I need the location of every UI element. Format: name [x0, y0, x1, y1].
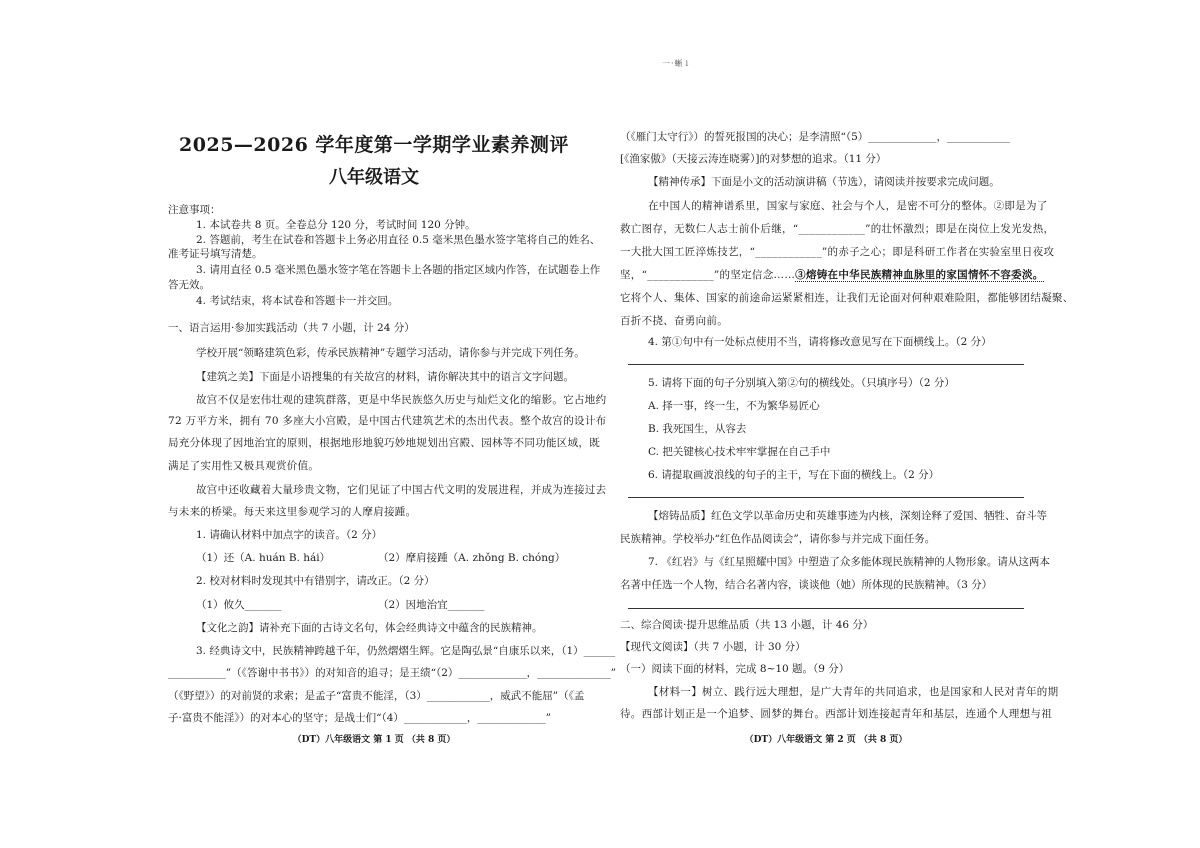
section-heading: 二、综合阅读·提升思维品质（共 13 小题，计 46 分）: [620, 619, 874, 631]
question-3-line: ___________”（《答谢中书书》）的对知音的追寻；是王绩“（2）_____________，______________”: [168, 667, 617, 679]
notice-item: 1. 本试卷共 8 页。全卷总分 120 分，考试时间 120 分钟。: [196, 219, 476, 231]
question-3-line: 子·富贵不能淫》）的对本心的坚守；是战士们“（4）____________，_____________”: [168, 712, 552, 724]
material-line: 待。西部计划正是一个追梦、圆梦的舞台。西部计划连接起青年和基层，连通个人理想与祖: [620, 708, 1052, 720]
question-3: 3. 经典诗文中，民族精神跨越千年，仍然熠熠生辉。它是陶弘景“自康乐以来，（1）______: [196, 645, 616, 657]
speech-line: 它将个人、集体、国家的前途命运紧紧相连，让我们无论面对何种艰难险阻，都能够团结凝聚、: [620, 292, 1074, 304]
notice-item-cont: 答无效。: [168, 279, 210, 291]
subsection-quality: 【熔铸品质】红色文学以革命历史和英雄事迹为内核，深刻诠释了爱国、牺牲、奋斗等: [648, 510, 1047, 522]
subsection-culture: 【文化之韵】请补充下面的古诗文名句，体会经典诗文中蕴含的民族精神。: [196, 622, 543, 634]
exam-subtitle: 八年级语文: [329, 167, 419, 188]
page-footer: （DT）八年级语文 第 2 页 （共 8 页）: [744, 735, 908, 745]
speech-line: [620, 268, 1044, 282]
material-line: 【材料一】树立、践行远大理想，是广大青年的共同追求，也是国家和人民对青年的期: [648, 686, 1059, 698]
section-heading: 一、语言运用·参加实践活动（共 7 小题，计 24 分）: [168, 322, 415, 334]
notice-item-cont: 准考证号填写清楚。: [168, 248, 263, 260]
question-5: 5. 请将下面的句子分别填入第②句的横线处。（只填序号）（2 分）: [648, 377, 955, 389]
notice-item: 2. 答题前，考生在试卷和答题卡上务必用直径 0.5 毫米黑色墨水签字笔将自己的姓名、: [196, 234, 601, 246]
right-page: [620, 0, 1074, 848]
notice-item: 3. 请用直径 0.5 毫米黑色墨水签字笔在答题卡上各题的指定区域内作答，在试题卷上作: [196, 264, 601, 276]
speech-line: 救亡图存，无数仁人志士前仆后继，“____________”的壮怀激烈；即是在岗位上发光发热，: [620, 223, 1055, 235]
passage-line: 72 万平方米，拥有 70 多座大小宫殿，是中国古代建筑艺术的杰出代表。整个故宫的设计布: [168, 415, 607, 427]
subsection-spirit: 【精神传承】下面是小文的活动演讲稿（节选），请阅读并按要求完成问题。: [648, 176, 1000, 188]
question-1: 1. 请确认材料中加点字的读音。（2 分）: [196, 529, 383, 541]
subsection-architecture: 【建筑之美】下面是小语搜集的有关故宫的材料，请你解决其中的语言文字问题。: [196, 371, 574, 383]
question-1-option: （2）摩肩接踵（A. zhǒng B. chóng）: [378, 552, 566, 564]
question-4: 4. 第①句中有一处标点使用不当，请将修改意见写在下面横线上。（2 分）: [648, 336, 992, 348]
left-page: [168, 0, 617, 848]
passage-line: 局充分体现了因地治宜的原则，根据地形地貌巧妙地规划出宫殿、园林等不同功能区域，既: [168, 437, 600, 449]
question-2-blank: （1）攸久_______: [196, 599, 282, 611]
answer-line[interactable]: [628, 364, 1024, 365]
question-6: 6. 请提取画波浪线的句子的主干，写在下面的横线上。（2 分）: [648, 469, 940, 481]
top-mark: 一·蜥↓: [662, 59, 692, 68]
speech-line: 在中国人的精神谱系里，国家与家庭、社会与个人，是密不可分的整体。②即是为了: [648, 200, 1048, 212]
reading-intro: （一）阅读下面的材料，完成 8~10 题。（9 分）: [620, 663, 850, 675]
question-1-option: （1）还（A. huán B. hái）: [196, 552, 331, 564]
speech-fragment: 坚，“____________”的坚定信念……: [620, 269, 796, 281]
question-3-cont: （《雁门太守行》）的誓死报国的决心；是李清照“（5）_____________，____________: [620, 131, 1011, 143]
option-a: A. 择一事，终一生，不为繁华易匠心: [648, 400, 820, 412]
passage-line: 故宫不仅是宏伟壮观的建筑群落，更是中华民族悠久历史与灿烂文化的缩影。它占地约: [196, 394, 607, 406]
question-7-cont: 名著中任选一个人物，结合名著内容，谈谈他（她）所体现的民族精神。（3 分）: [620, 579, 993, 591]
notice-item: 4. 考试结束，将本试卷和答题卡一并交回。: [196, 295, 399, 307]
page-footer: （DT）八年级语文 第 1 页 （共 8 页）: [292, 735, 456, 745]
answer-line[interactable]: [628, 608, 1024, 609]
subsection-modern: 【现代文阅读】（共 7 小题，计 30 分）: [620, 641, 806, 653]
passage-line: 满足了实用性又极具观赏价值。: [168, 460, 320, 472]
wavy-sentence: ③熔铸在中华民族精神血脉里的家国情怀不容委淡。: [795, 269, 1044, 281]
question-2: 2. 校对材料时发现其中有错别字，请改正。（2 分）: [196, 575, 435, 587]
notice-heading: 注意事项：: [168, 204, 221, 216]
question-3-line: （《野望》）的对前贤的求索；是孟子“富贵不能淫，（3）____________，威武不能屈”（《孟: [168, 690, 585, 702]
question-3-cont: [《渔家傲》（天接云涛连晓雾）]的对梦想的追求。（11 分）: [620, 153, 887, 165]
passage-line: 与未来的桥梁。每天来这里参观学习的人摩肩接踵。: [168, 506, 417, 518]
question-7: 7. 《红岩》与《红星照耀中国》中塑造了众多能体现民族精神的人物形象。请从这两本: [648, 556, 1050, 568]
question-2-blank: （2）因地治宜_______: [378, 599, 485, 611]
speech-line: 一大批大国工匠淬炼技艺，“____________”的赤子之心；即是科研工作者在实验室里日夜攻: [620, 246, 1055, 258]
exam-title: 2025—2026 学年度第一学期学业素养测评: [179, 134, 569, 156]
task-intro: 学校开展“领略建筑色彩，传承民族精神”专题学习活动，请你参与并完成下列任务。: [196, 347, 585, 359]
option-b: B. 我死国生，从容去: [648, 423, 747, 435]
answer-line[interactable]: [628, 497, 1024, 498]
passage-line: 故宫中还收藏着大量珍贵文物，它们见证了中国古代文明的发展进程，并成为连接过去: [196, 484, 607, 496]
option-c: C. 把关键核心技术牢牢掌握在自己手中: [648, 446, 831, 458]
subsection-quality-cont: 民族精神。学校举办“红色作品阅读会”，请你参与并完成下面任务。: [620, 533, 936, 545]
speech-line: 百折不挠、奋勇向前。: [620, 315, 728, 327]
